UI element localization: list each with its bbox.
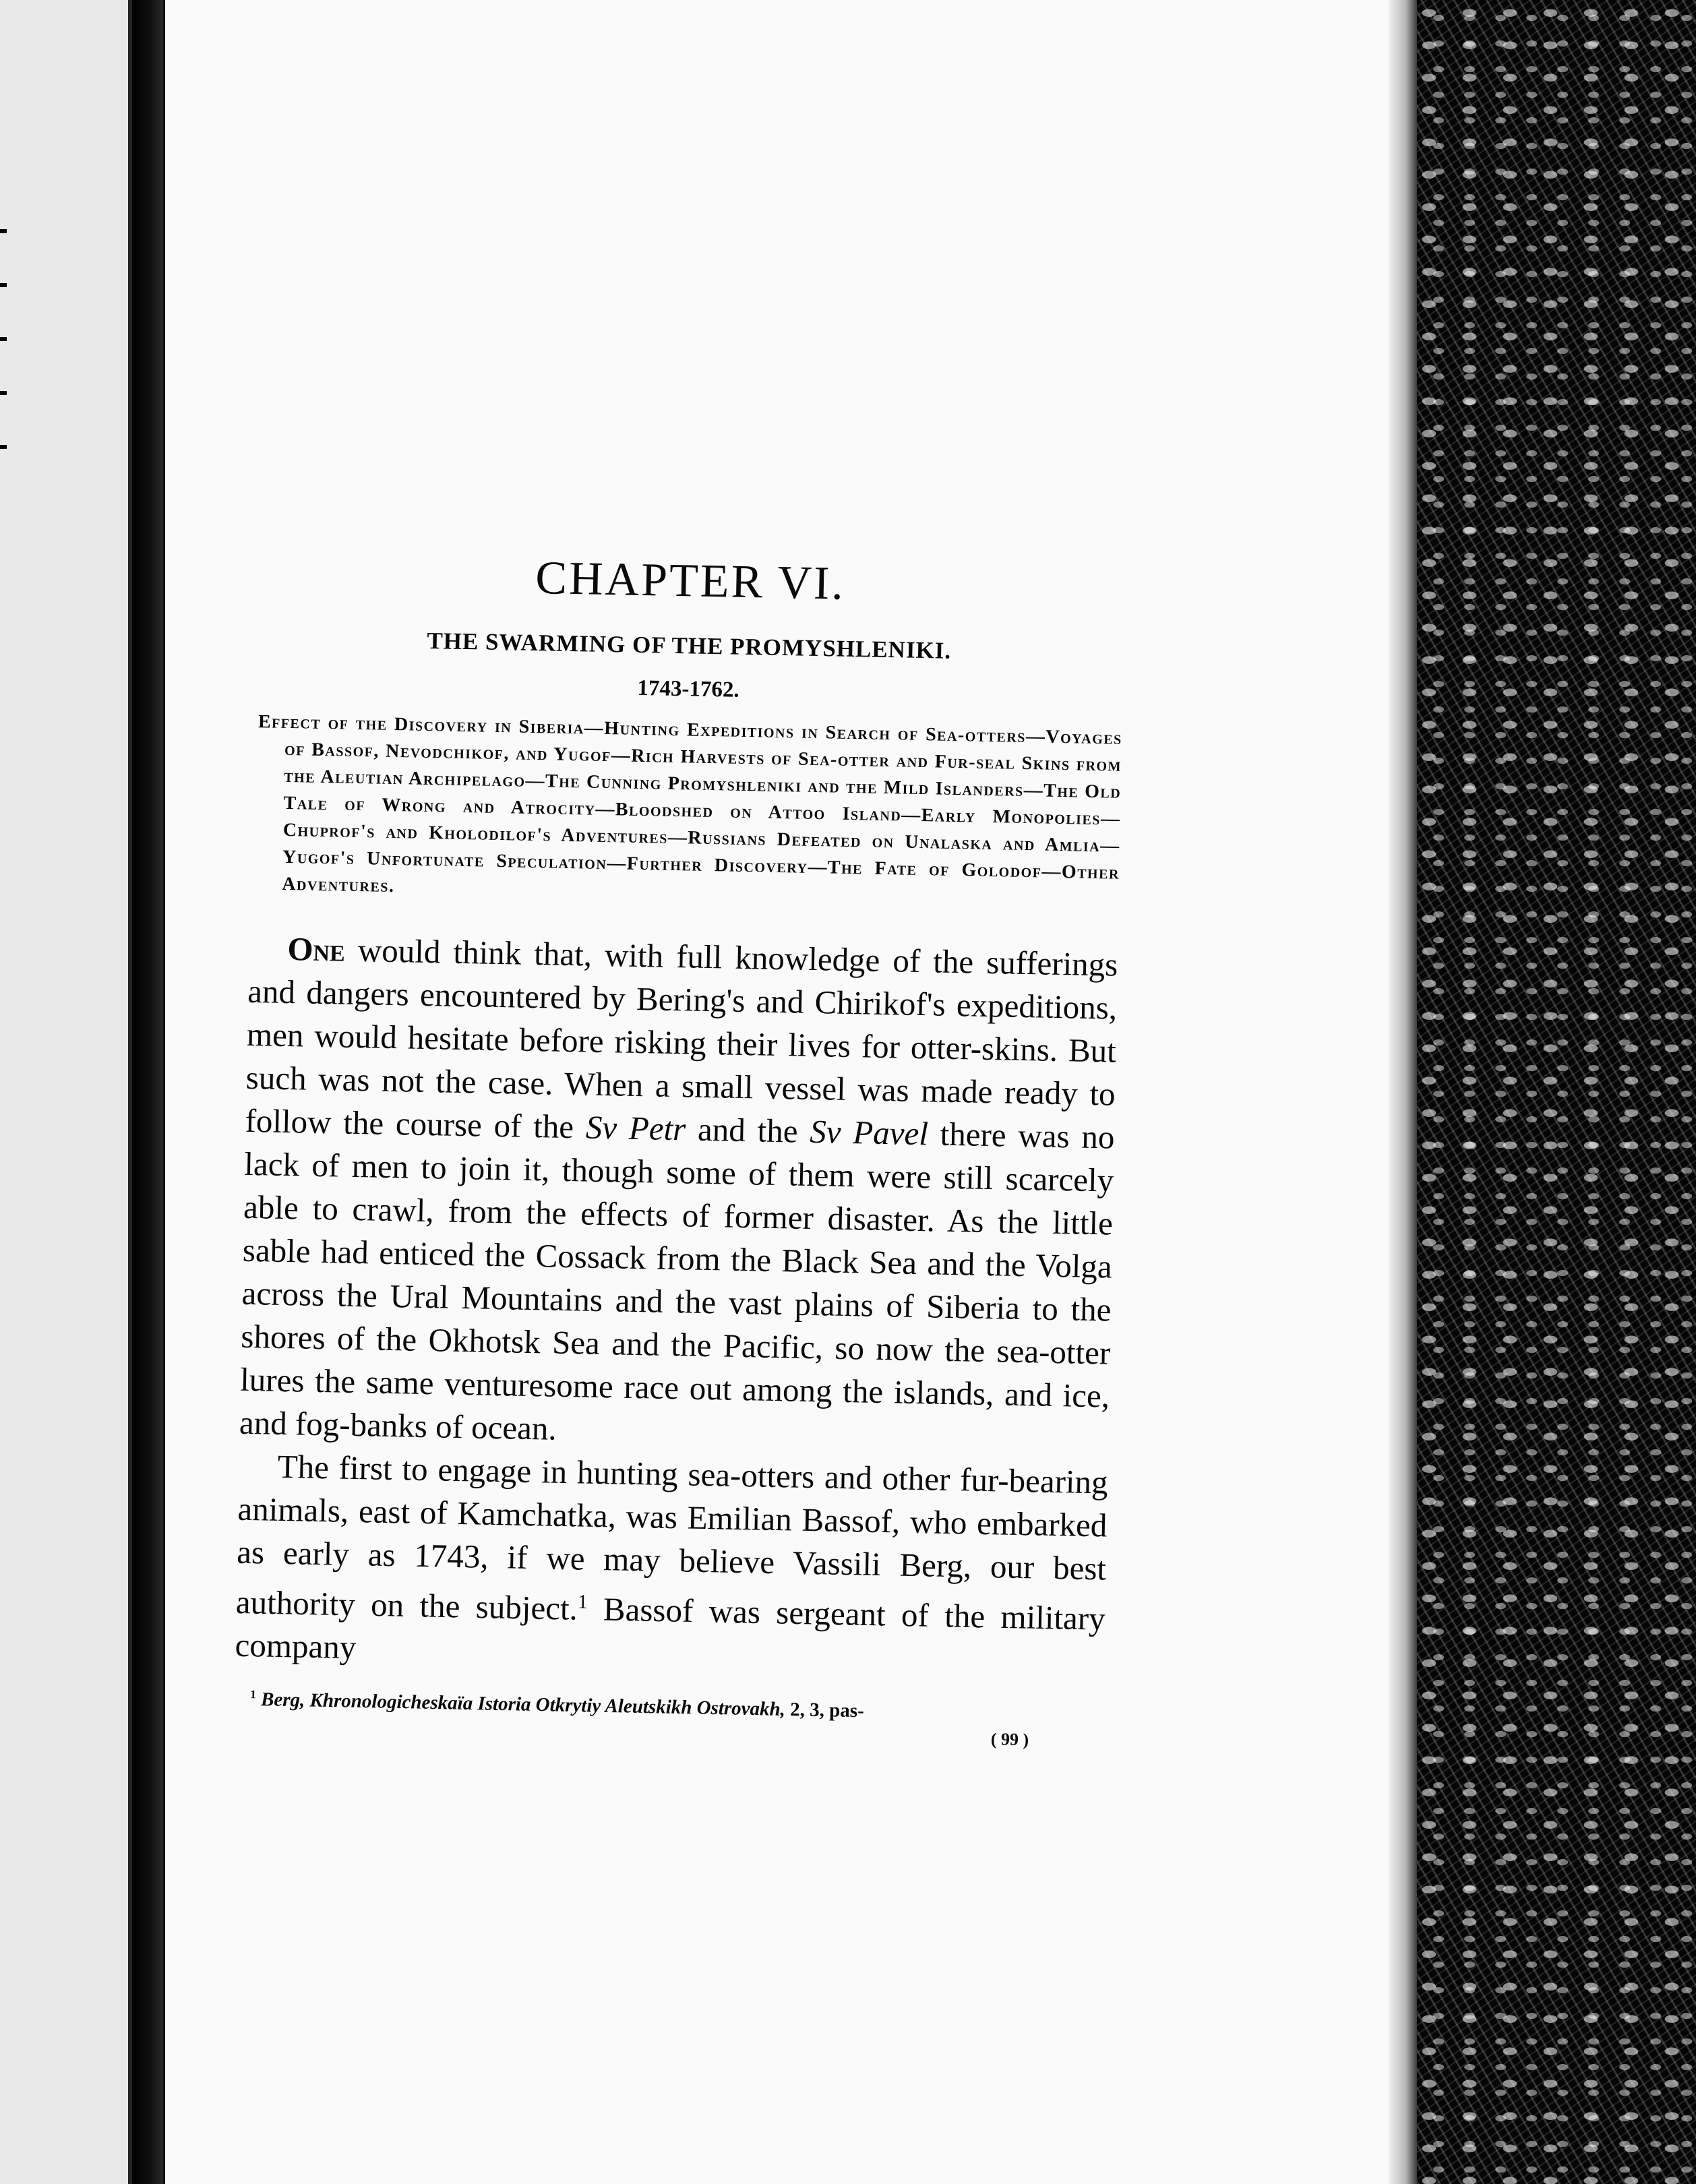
marbled-cover <box>1417 0 1696 2184</box>
chapter-synopsis: Effect of the Discovery in Siberia—Hunting Expeditions in Search of Sea-otters—Voyages of Bassof, Nevodchikof, and Yugof—Rich Harvests of Sea-otter and Fur-seal Skins from the Aleutian Archipelago—The Cunning Promyshleniki and the Mild Islanders—The Old Tale of Wrong and Atrocity—Bloodshed on Attoo Island—Early Monopolies—Chuprof's and Kholodilof's Adventures—Russians Defeated on Unalaska and Amlia—Yugof's Unfortunate Speculation—Further Discovery—The Fate of Golodof—Other Adventures. <box>258 711 1123 897</box>
ship-name: Sv Pavel <box>809 1112 929 1153</box>
page-edge-shadow <box>1389 0 1417 2184</box>
page-content <box>233 546 1126 1751</box>
margin-mark <box>0 445 7 449</box>
previous-page-edge <box>0 0 132 2184</box>
book-gutter <box>132 0 163 2184</box>
footnote-text: 2, 3, pas- <box>785 1699 865 1722</box>
ship-name: Sv Petr <box>585 1108 686 1148</box>
footnote-marker: 1 <box>250 1687 257 1701</box>
margin-mark <box>0 337 7 341</box>
body-paragraph <box>239 927 1118 1461</box>
paragraph-text: would think that, with full knowledge of the sufferings and dangers encountered by Bering's and Chirikof's expeditions, men would hesitate before risking their lives for otter-skins. But such was not the case. When a small vessel was made ready to follow the course of the <box>245 931 1118 1146</box>
margin-mark <box>0 229 7 233</box>
chapter-title: CHAPTER VI. <box>535 551 846 610</box>
page-number: ( 99 ) <box>990 1729 1029 1750</box>
paragraph-text: there was no lack of men to join it, though some of them were still scarcely able to crawl, from the effects of former disaster. As the little sable had enticed the Cossack from the Black Sea and the Volga across the Ural Mountains and the vast plains of Siberia to the shores of the Okhotsk Sea and the Pacific, so now the sea-otter lures the same venturesome race out among the islands, and ice, and fog-banks of ocean. <box>239 1115 1115 1447</box>
margin-mark <box>0 283 7 287</box>
paragraph-text: Bassof was sergeant of the military company <box>235 1590 1106 1666</box>
drop-lead-word: One <box>287 930 346 969</box>
body-paragraph <box>235 1445 1108 1684</box>
footnote-reference: 1 <box>577 1591 588 1613</box>
paragraph-text: The first to engage in hunting sea-otters and other fur-bearing animals, east of Kamchatka, was Emilian Bassof, who embarked as early as 1743, if we may believe Vassili Berg, our best authority on the subject. <box>235 1447 1109 1627</box>
chapter-years: 1743-1762. <box>637 675 739 702</box>
chapter-subtitle: THE SWARMING OF THE PROMYSHLENIKI. <box>427 627 952 664</box>
paragraph-text: and the <box>685 1110 810 1150</box>
margin-mark <box>0 391 7 395</box>
footnote-citation: Berg, Khronologicheskaïa Istoria Otkrytiy Aleutskikh Ostrovakh, <box>260 1689 786 1721</box>
